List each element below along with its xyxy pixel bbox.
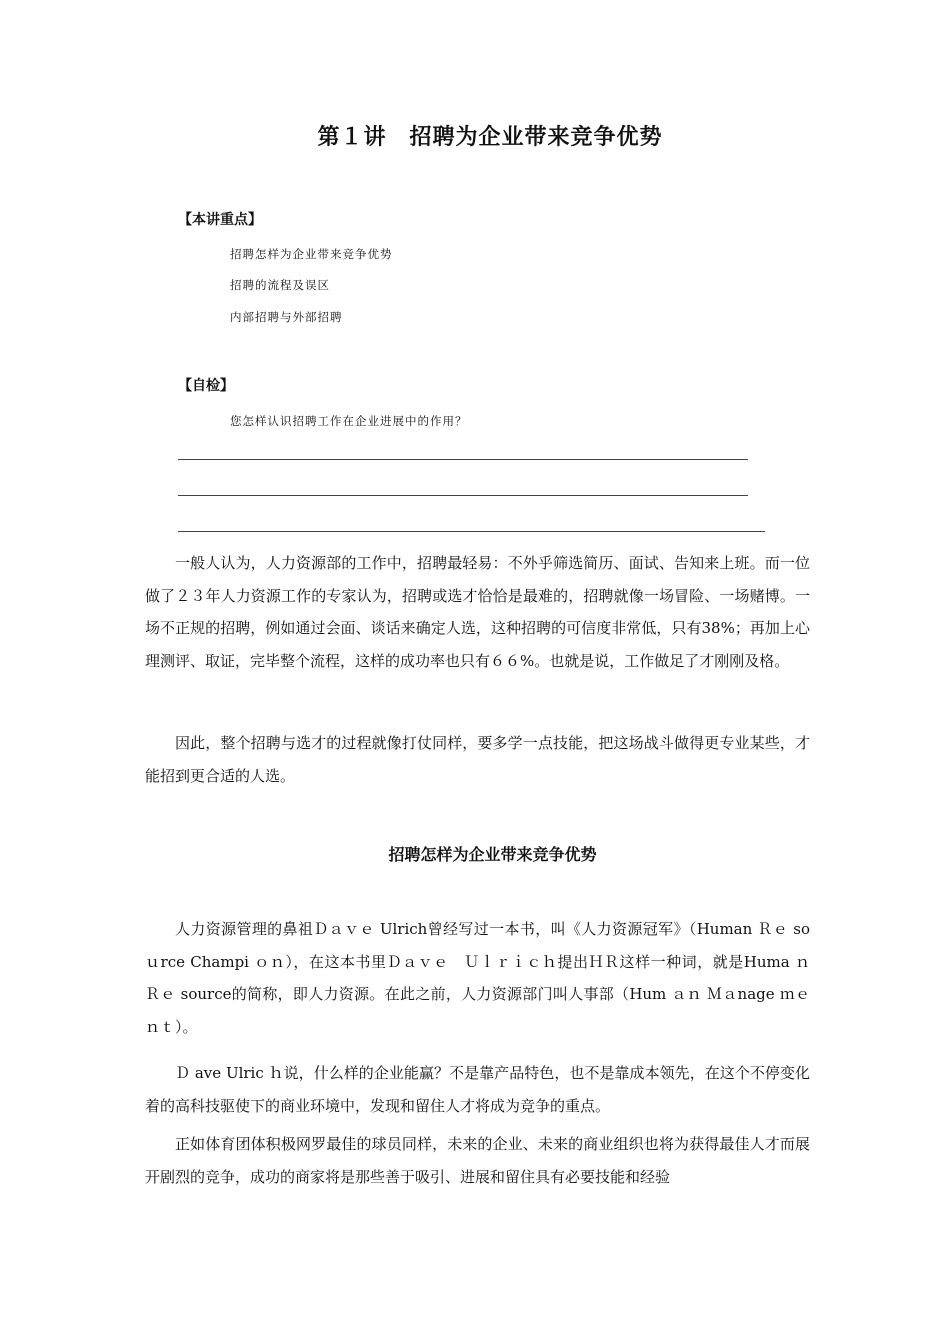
key-points-label: 【本讲重点】: [178, 212, 262, 228]
body-paragraph: 正如体育团体积极网罗最佳的球员同样，未来的企业、未来的商业组织也将为获得最佳人才而展开剧烈的竞争，成功的商家将是那些善于吸引、进展和留住具有必要技能和经验: [145, 1135, 810, 1186]
body-paragraph: Ｄ ave Ulric ｈ说，什么样的企业能赢？不是靠产品特色，也不是靠成本领先，在这个不停变化着的高科技驱使下的商业环境中，发现和留住人才将成为竞争的重点。: [145, 1064, 810, 1115]
answer-line[interactable]: [178, 531, 765, 532]
page-title: 第１讲 招聘为企业带来竞争优势: [317, 125, 663, 150]
self-check-question: 您怎样认识招聘工作在企业进展中的作用？: [230, 414, 468, 428]
intro-paragraph: 一般人认为，人力资源部的工作中，招聘最轻易：不外乎筛选简历、面试、告知来上班。而一位做了２３年人力资源工作的专家认为，招聘或选才恰恰是最难的，招聘就像一场冒险、一场赌博。一场不正规的招聘，例如通过会面、谈话来确定人选，这种招聘的可信度非常低，只有38%；再加上心理测评、取证，完毕整个流程，这样的成功率也只有６６%。也就是说，工作做足了才刚刚及格。: [145, 554, 810, 670]
key-point-item: 招聘的流程及误区: [230, 278, 330, 292]
intro-paragraph: 因此，整个招聘与选才的过程就像打仗同样，要多学一点技能，把这场战斗做得更专业某些，才能招到更合适的人选。: [145, 734, 810, 785]
body-paragraph: 人力资源管理的鼻祖Ｄａｖｅ Ulrich曾经写过一本书，叫《人力资源冠军》（Human Ｒｅ so ｕrce Champi ｏｎ），在这本书里Ｄａｖｅ Ｕｌｒｉｃｈ提出ＨＲ这样一种词，就是Huma ｎ Ｒｅ source的简称，即人力资源。在此之前，人力资源部门叫人事部（Hum ａｎ Ｍａnage ｍｅｎｔ）。: [145, 920, 810, 1036]
answer-line[interactable]: [178, 495, 748, 496]
key-point-item: 内部招聘与外部招聘: [230, 310, 343, 324]
section-title: 招聘怎样为企业带来竞争优势: [388, 845, 597, 864]
answer-line[interactable]: [178, 459, 748, 460]
self-check-label: 【自检】: [178, 378, 234, 394]
key-point-item: 招聘怎样为企业带来竞争优势: [230, 247, 393, 261]
